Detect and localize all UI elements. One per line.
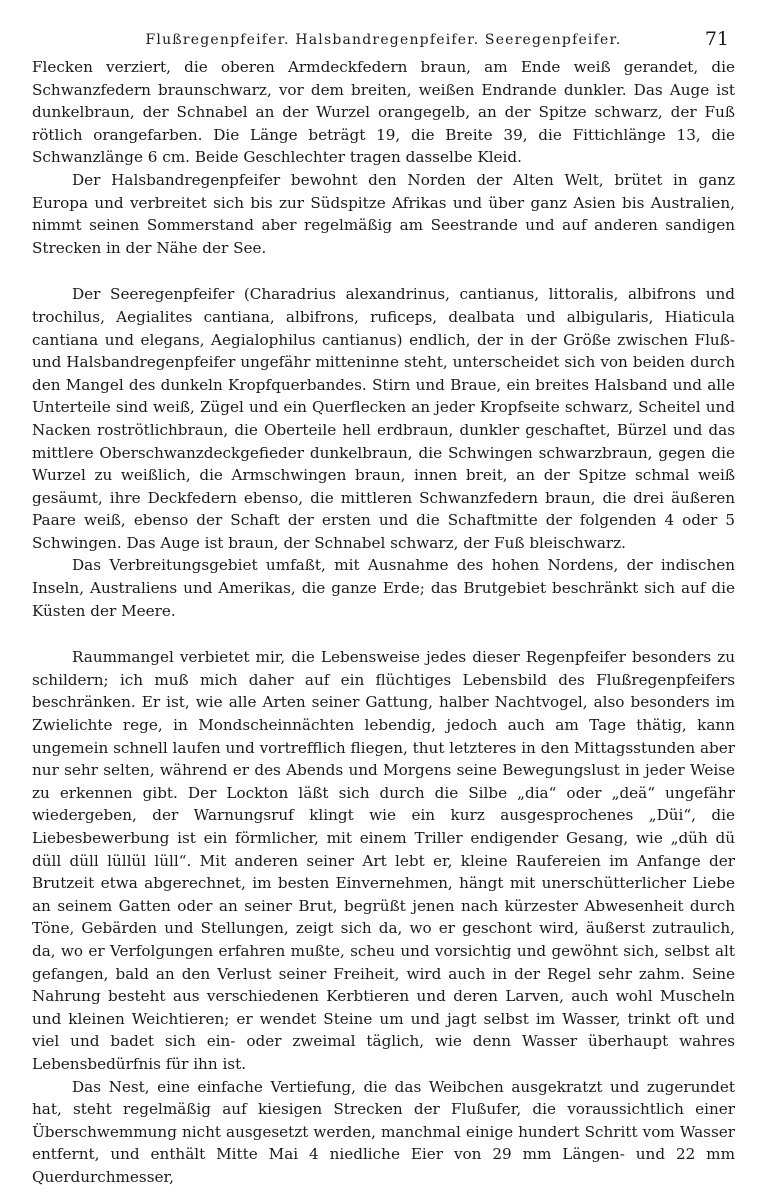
paragraph-seeregenpfeifer-range: Das Verbreitungsgebiet umfaßt, mit Ausnahme des hohen Nordens, der indischen Inseln, Australiens und Amerikas, die ganze Erde; das Brutgebiet beschränkt sich auf die Küsten der Meere. [32, 556, 735, 620]
page-number: 71 [704, 28, 729, 50]
running-head [32, 28, 735, 56]
section-gap [32, 259, 735, 283]
paragraph-halsbandregenpfeifer-range: Der Halsbandregenpfeifer bewohnt den Norden der Alten Welt, brütet in ganz Europa und verbreitet sich bis zur Südspitze Afrikas und über ganz Asien bis Australien, nimmt seinen Sommerstand aber regelmäßig am Seestrande und auf anderen sandigen Strecken in der Nähe der See. [32, 170, 735, 257]
running-title: Flußregenpfeifer. Halsbandregenpfeifer. Seeregenpfeifer. [145, 32, 622, 48]
paragraph-seeregenpfeifer-description: Der Seeregenpfeifer (Charadrius alexandrinus, cantianus, littoralis, albifrons und trochilus, Aegialites cantiana, albifrons, ruficeps, dealbata und albigularis, Hiaticula cantiana und elegans, Aegialophilus cantianus) endlich, der in der Größe zwischen Fluß- und Halsbandregenpfeifer ungefähr mitteninne steht, unterscheidet sich von beiden durch den Mangel des dunkeln Kropfquerbandes. Stirn und Braue, ein breites Halsband und alle Unterteile sind weiß, Zügel und ein Querflecken an jeder Kropfseite schwarz, Scheitel und Nacken roströtlichbraun, die Oberteile hell erdbraun, dunkler geschaftet, Bürzel und das mittlere Oberschwanzdeckgefieder dunkelbraun, die Schwingen schwarzbraun, gegen die Wurzel zu weißlich, die Armschwingen braun, innen breit, an der Spitze schmal weiß gesäumt, ihre Deckfedern ebenso, die mittleren Schwanzfedern braun, die drei äußeren Paare weiß, ebenso der Schaft der ersten und die Schaftmitte der folgenden 4 oder 5 Schwingen. Das Auge ist braun, der Schnabel schwarz, der Fuß bleischwarz. [32, 285, 735, 552]
section-gap [32, 622, 735, 646]
paragraph-nest: Das Nest, eine einfache Vertiefung, die das Weibchen ausgekratzt und zugerundet hat, steht regelmäßig auf kiesigen Strecken der Flußufer, die voraussichtlich einer Überschwemmung nicht ausgesetzt werden, manchmal einige hundert Schritt vom Wasser entfernt, und enthält Mitte Mai 4 niedliche Eier von 29 mm Längen- und 22 mm Querdurchmesser, [32, 1077, 735, 1186]
paragraph-lebensweise: Raummangel verbietet mir, die Lebensweise jedes dieser Regenpfeifer besonders zu schildern; ich muß mich daher auf ein flüchtiges Lebensbild des Flußregenpfeifers beschränken. Er ist, wie alle Arten seiner Gattung, halber Nachtvogel, also besonders im Zwielichte rege, in Mondscheinnächten lebendig, jedoch auch am Tage thätig, kann ungemein schnell laufen und vortrefflich fliegen, thut letzteres in den Mittagsstunden aber nur sehr selten, während er des Abends und Morgens seine Bewegungslust in jeder Weise zu erkennen gibt. Der Lockton läßt sich durch die Silbe „dia“ oder „deä“ ungefähr wiedergeben, der Warnungsruf klingt wie ein kurz ausgesprochenes „Düi“, die Liebesbewerbung ist ein förmlicher, mit einem Triller endigender Gesang, wie „düh dü düll düll lüllül lüll“. Mit anderen seiner Art lebt er, kleine Raufereien im Anfange der Brutzeit etwa abgerechnet, im besten Einvernehmen, hängt mit unerschütterlicher Liebe an seinem Gatten oder an seiner Brut, begrüßt jenen nach kürzester Abwesenheit durch Töne, Gebärden und Stellungen, zeigt sich da, wo er geschont wird, äußerst zutraulich, da, wo er Verfolgungen erfahren mußte, scheu und vorsichtig und gewöhnt sich, selbst alt gefangen, bald an den Verlust seiner Freiheit, wird auch in der Regel sehr zahm. Seine Nahrung besteht aus verschiedenen Kerbtieren und deren Larven, auch wohl Muscheln und kleinen Weichtieren; er wendet Steine um und jagt selbst im Wasser, trinkt oft und viel und badet sich ein- oder zweimal täglich, wie denn Wasser überhaupt wahres Lebensbedürfnis für ihn ist. [32, 648, 735, 1073]
paragraph-continuation: Flecken verziert, die oberen Armdeckfedern braun, am Ende weiß gerandet, die Schwanzfedern braunschwarz, vor dem breiten, weißen Endrande dunkler. Das Auge ist dunkelbraun, der Schnabel an der Wurzel orangegelb, an der Spitze schwarz, der Fuß rötlich orangefarben. Die Länge beträgt 19, die Breite 39, die Fittichlänge 13, die Schwanzlänge 6 cm. Beide Geschlechter tragen dasselbe Kleid. [32, 58, 735, 167]
